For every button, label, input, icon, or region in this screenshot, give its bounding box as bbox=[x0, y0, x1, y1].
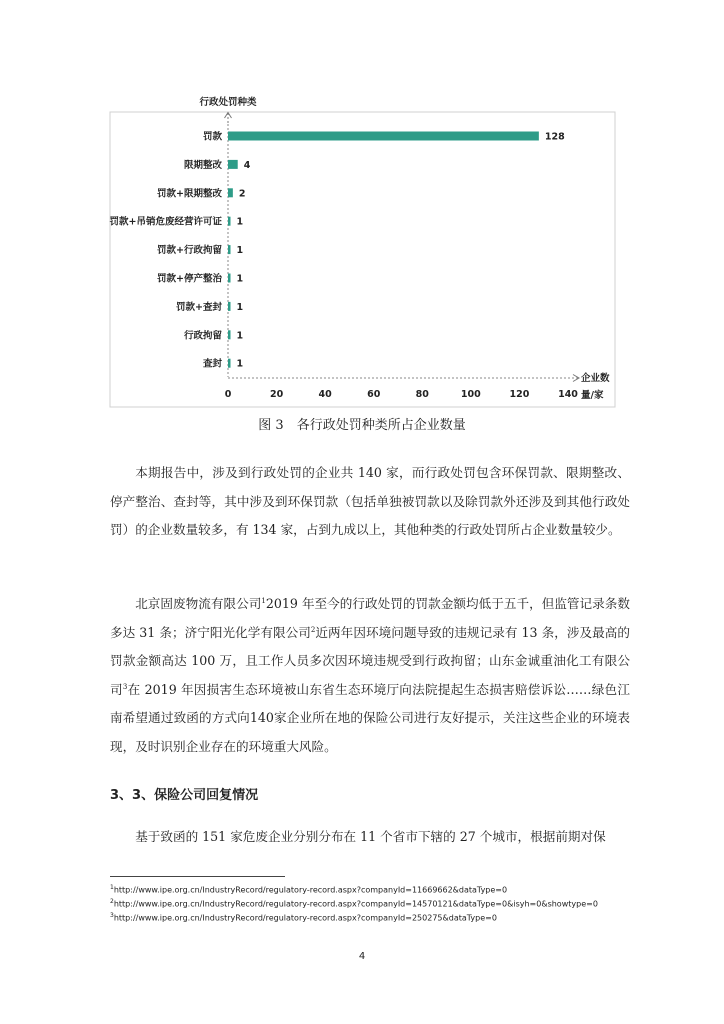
footnote-ref[interactable]: 2 bbox=[310, 625, 316, 634]
paragraph-part: 近两年因环境问题导致的违规记录有 13 条，涉及最高的罚款金额高达 100 万，且工作人员多次因环境违规受到行政拘留；山东金诚重油化工有限公司 bbox=[110, 624, 630, 697]
data-label: 1 bbox=[236, 245, 244, 257]
data-label: 1 bbox=[236, 273, 244, 285]
data-label: 2 bbox=[238, 188, 246, 200]
bar bbox=[228, 274, 231, 283]
bar bbox=[228, 245, 231, 254]
x-tick-label: 0 bbox=[224, 389, 232, 400]
y-axis-arrow bbox=[225, 113, 232, 126]
footnote[interactable]: $^1$http://www.ipe.org.cn/IndustryRecord/regulatory-record.aspx?companyId=11669662&dataType=0 bbox=[110, 884, 508, 895]
section-heading: 3、3、保险公司回复情况 bbox=[110, 788, 259, 803]
data-label: 1 bbox=[236, 301, 244, 313]
bar bbox=[228, 217, 231, 226]
x-tick-label: 60 bbox=[367, 389, 381, 400]
bar bbox=[228, 132, 539, 141]
category-label: 罚款+行政拘留 bbox=[157, 245, 222, 257]
x-tick-label: 120 bbox=[509, 389, 530, 400]
category-label: 行政拘留 bbox=[183, 330, 222, 342]
paragraph-part: 2019 年至今的行政处罚的罚款金额均低于五千，但监管记录条数多达 31 条；济宁阳光化学有限公司 bbox=[110, 596, 631, 640]
figure-caption: 图 3 各行政处罚种类所占企业数量 bbox=[258, 418, 466, 433]
footnote-ref[interactable]: 3 bbox=[122, 682, 128, 691]
paragraph-insurance: 基于致函的 151 家危废企业分别分布在 11 个省市下辖的 27 个城市，根据前期对保 bbox=[135, 829, 606, 844]
category-label: 罚款+查封 bbox=[176, 301, 222, 313]
paragraph-summary: 本期报告中，涉及到行政处罚的企业共 140 家，而行政处罚包含环保罚款、限期整改、停产整治、查封等，其中涉及到环保罚款（包括单独被罚款以及除罚款外还涉及到其他行政处罚）的企业数量较多，有 134 家，占到九成以上，其他种类的行政处罚所占企业数量较少。 bbox=[110, 465, 630, 537]
bar-chart bbox=[0, 0, 724, 410]
x-tick-label: 20 bbox=[269, 389, 284, 400]
footnotes bbox=[110, 882, 615, 924]
x-tick-label: 140 bbox=[558, 389, 578, 400]
paragraph-company-examples bbox=[110, 590, 630, 761]
footnote[interactable]: $^3$http://www.ipe.org.cn/IndustryRecord/regulatory-record.aspx?companyId=250275&dataType=0 bbox=[110, 912, 497, 923]
data-label: 1 bbox=[236, 330, 244, 342]
data-label: 4 bbox=[243, 159, 251, 171]
paragraph-part: 在 2019 年因损害生态环境被山东省生态环境厅向法院提起生态损害赔偿诉讼……绿色江南希望通过致函的方式向140家企业所在地的保险公司进行友好提示，关注这些企业的环境表现，及时识别企业存在的环境重大风险。 bbox=[110, 681, 630, 754]
footnote[interactable]: $^2$http://www.ipe.org.cn/IndustryRecord/regulatory-record.aspx?companyId=14570121&dataType=0&isyh=0&showtype=0 bbox=[110, 898, 598, 909]
category-label: 查封 bbox=[202, 358, 222, 370]
page-number: 4 bbox=[358, 951, 366, 962]
bar bbox=[228, 302, 231, 311]
x-tick-label: 80 bbox=[415, 389, 429, 400]
x-axis-title-line1: 企业数 bbox=[581, 373, 610, 384]
category-label: 罚款+吊销危废经营许可证 bbox=[109, 216, 222, 228]
x-axis-arrow bbox=[228, 375, 579, 382]
bar bbox=[228, 330, 231, 339]
footnote-divider bbox=[110, 876, 285, 877]
chart-frame bbox=[110, 112, 615, 407]
data-label: 128 bbox=[544, 131, 565, 143]
footnote-ref[interactable]: 1 bbox=[261, 596, 266, 605]
data-label: 1 bbox=[236, 358, 244, 370]
data-label: 1 bbox=[236, 216, 244, 228]
x-axis-title-line2: 量/家 bbox=[581, 390, 604, 401]
category-label: 罚款 bbox=[202, 131, 222, 143]
category-label: 罚款+停产整治 bbox=[157, 273, 222, 285]
x-tick-label: 40 bbox=[318, 389, 332, 400]
bar bbox=[228, 359, 231, 368]
category-label: 限期整改 bbox=[183, 159, 222, 171]
y-axis-title: 行政处罚种类 bbox=[199, 97, 257, 108]
x-tick-label: 100 bbox=[460, 389, 481, 400]
bar bbox=[228, 188, 233, 197]
bar bbox=[228, 160, 238, 169]
paragraph-part: 北京固废物流有限公司 bbox=[135, 596, 262, 611]
category-label: 罚款+限期整改 bbox=[157, 188, 222, 200]
